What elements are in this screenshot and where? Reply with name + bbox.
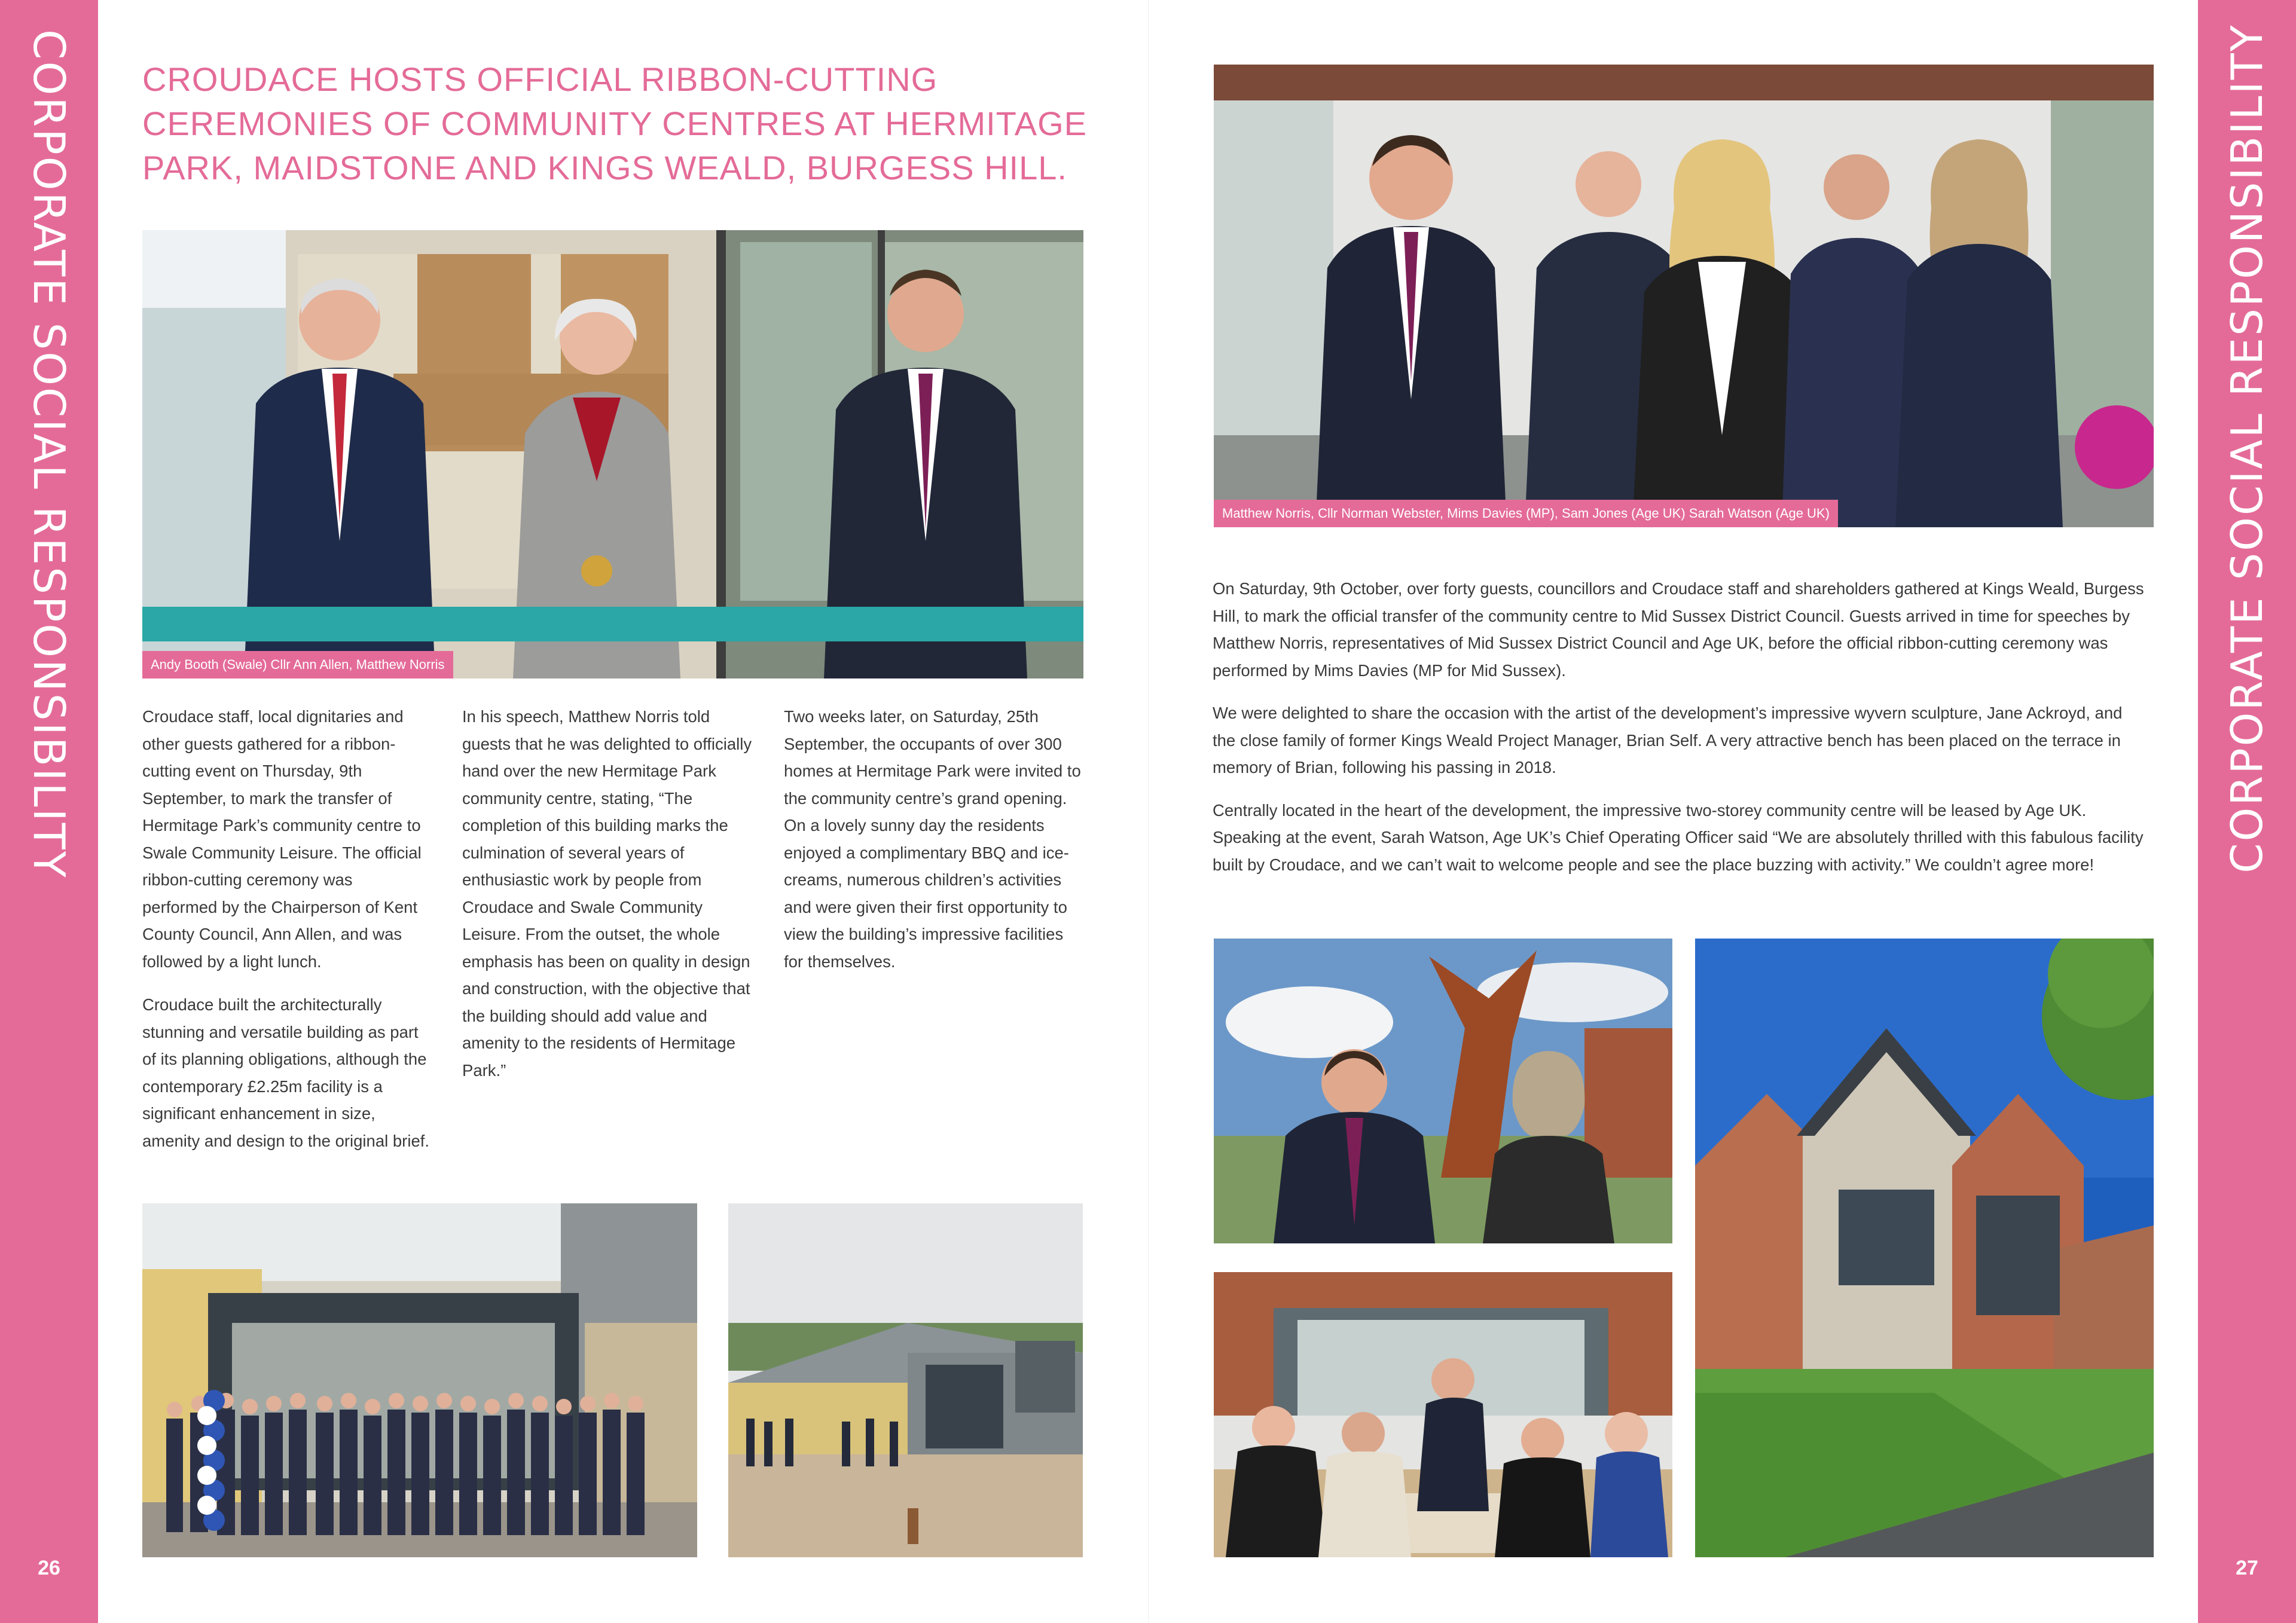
hermitage-building-photo: [728, 1203, 1083, 1557]
photo-caption-kings-weald: Matthew Norris, Cllr Norman Webster, Mims Davies (MP), Sam Jones (Age UK) Sarah Watson (Age UK): [1214, 500, 1838, 527]
spread-gutter: [1148, 0, 1149, 1623]
paragraph: Two weeks later, on Saturday, 25th September, the occupants of over 300 homes at Hermitage Park were invited to the community centre’s grand opening. On a lovely sunny day the residents enjoyed a complimentary BBQ and ice-creams, numerous children’s activities and were given their first opportunity to view the building’s impressive facilities for themselves.: [784, 707, 1081, 971]
kings-weald-building-photo: [1695, 939, 2154, 1557]
sidebar-title-left: CORPORATE SOCIAL RESPONSIBILITY: [24, 29, 74, 879]
sidebar-title-right: CORPORATE SOCIAL RESPONSIBILITY: [2222, 23, 2272, 873]
page-number-left: 26: [38, 1557, 60, 1579]
left-column-1: [142, 703, 429, 1170]
hermitage-ribbon-photo: [142, 230, 1083, 678]
kings-weald-ribbon-photo: [1214, 65, 2154, 527]
left-sidebar: [0, 0, 98, 1623]
paragraph: Centrally located in the heart of the development, the impressive two-storey community centre will be leased by Age UK. Speaking at the event, Sarah Watson, Age UK’s Chief Operating Officer said “We are absolutely thrilled with this fabulous facility built by Croudace, and we can’t wait to welcome people and see the place buzzing with activity.” We couldn’t agree more!: [1213, 800, 2144, 874]
page-headline: CROUDACE HOSTS OFFICIAL RIBBON-CUTTING CEREMONIES OF COMMUNITY CENTRES AT HERMITAGE PARK, MAIDSTONE AND KINGS WEALD, BURGESS HILL.: [142, 60, 1087, 187]
photo-caption-hermitage: Andy Booth (Swale) Cllr Ann Allen, Matthew Norris: [142, 651, 453, 678]
paragraph: In his speech, Matthew Norris told guests that he was delighted to officially hand over the new Hermitage Park community centre, stating, “The completion of this building marks the culmination of several years of enthusiastic work by people from Croudace and Swale Community Leisure. From the outset, the whole emphasis has been on quality in design and construction, with the objective that the building should add value and amenity to the residents of Hermitage Park.”: [462, 707, 752, 1080]
left-column-3: [784, 703, 1086, 991]
paragraph: On Saturday, 9th October, over forty guests, councillors and Croudace staff and shareholders gathered at Kings Weald, Burgess Hill, to mark the official transfer of the community centre to Mid Sussex District Council. Guests arrived in time for speeches by Matthew Norris, representatives of Mid Sussex District Council and Age UK, before the official ribbon-cutting ceremony was performed by Mims Davies (MP for Mid Sussex).: [1213, 579, 2144, 680]
hermitage-group-photo: [142, 1203, 697, 1557]
right-sidebar: [2198, 0, 2296, 1623]
page-number-right: 27: [2236, 1557, 2258, 1579]
left-column-2: [462, 703, 761, 1100]
paragraph: Croudace built the architecturally stunning and versatile building as part of its planning obligations, although the contemporary £2.25m facility is a significant enhancement in size, amenity and design to the original brief.: [142, 995, 430, 1150]
paragraph: We were delighted to share the occasion with the artist of the development’s impressive wyvern sculpture, Jane Ackroyd, and the close family of former Kings Weald Project Manager, Brian Self. A very attractive bench has been placed on the terrace in memory of Brian, following his passing in 2018.: [1213, 704, 2123, 777]
memorial-bench-photo: [1214, 1272, 1672, 1557]
right-page-text: [1213, 575, 2145, 894]
paragraph: Croudace staff, local dignitaries and other guests gathered for a ribbon-cutting event on Thursday, 9th September, to mark the transfer of Hermitage Park’s community centre to Swale Community Leisure. The official ribbon-cutting ceremony was performed by the Chairperson of Kent County Council, Ann Allen, and was followed by a light lunch.: [142, 707, 422, 971]
wyvern-sculpture-photo: [1214, 939, 1672, 1243]
